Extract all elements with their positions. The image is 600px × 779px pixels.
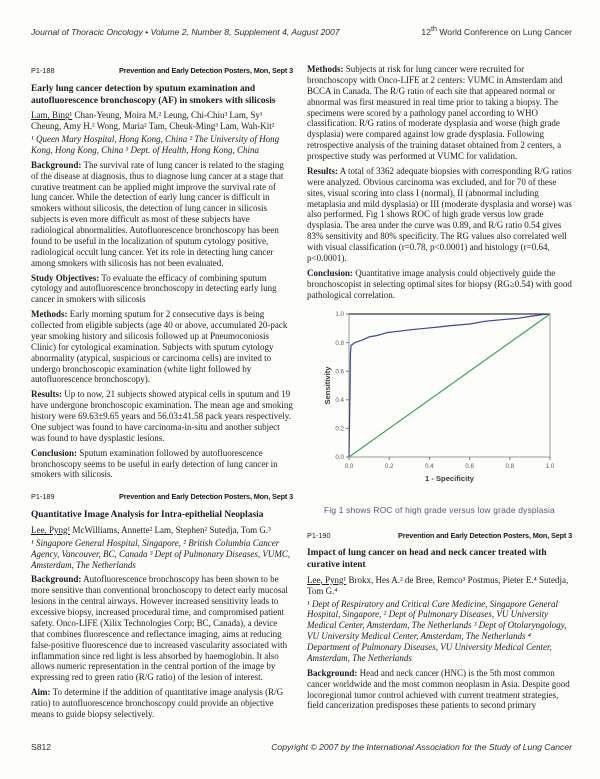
affiliations: ¹ Queen Mary Hospital, Hong Kong, China ² The University of Hong Kong, Hong Kong, China ³ Dept. of Health, Hong Kong, China bbox=[31, 134, 280, 155]
section-background: Background: Autofluorescence bronchoscopy has been shown to be more sensitive than conventional bronchoscopy to detect early mucosal lesions in the central airways. However increased sensitivity leads to excessive biopsy, increased procedural time, and compromised patient safety. Onco-LIFE (Xilix Technologies Corp; BC, Canada), a device that combines fluorescence and reflectance imaging, aims at reducing false-positive fluorescence due to increased vascularity associated with inflammation since red light is less absorbed by haemoglobin. It also allows numeric representation in the central portion of the image by expressing red to green ratio (R/G ratio) of the lesion of interest. bbox=[31, 574, 288, 683]
section-label: Background: bbox=[307, 667, 358, 678]
section-label: Background: bbox=[31, 159, 82, 170]
abstract-title: Impact of lung cancer on head and neck cancer treated with curative intent bbox=[307, 548, 547, 571]
roc-chart bbox=[321, 307, 559, 491]
svg-text:0.8: 0.8 bbox=[334, 340, 344, 348]
copyright-notice: Copyright © 2007 by the International Association for the Study of Lung Cancer bbox=[271, 742, 572, 752]
section-methods: Methods: Early morning sputum for 2 consecutive days is being collected from eligible subjects (age 40 or above, accumulated 20-pack year smoking history and silicosis followed up at Pneumoconiosis Clinic) for cytological examination. Subjects with sputum cytology abnormality (atypical, suspicious or carcinoma cells) are invited to undergo bronchoscopic examination (white light followed by autofluorescence bronchoscopy). bbox=[31, 309, 288, 385]
svg-text:0.2: 0.2 bbox=[384, 463, 394, 471]
journal-name: Journal of Thoracic Oncology bbox=[31, 26, 143, 37]
section-label: Conclusion: bbox=[307, 267, 354, 278]
section-label: Methods: bbox=[31, 309, 68, 320]
abstract-id: P1-188 bbox=[31, 66, 55, 75]
section-label: Results: bbox=[31, 389, 62, 400]
svg-text:1.0: 1.0 bbox=[334, 311, 344, 319]
svg-text:Sensitivity: Sensitivity bbox=[322, 366, 332, 405]
session-title: Prevention and Early Detection Posters, Mon, Sept 3 bbox=[397, 530, 572, 540]
session-title: Prevention and Early Detection Posters, Mon, Sept 3 bbox=[118, 492, 293, 502]
section-results: Results: A total of 3362 adequate biopsies with corresponding R/G ratios were analyzed. Obvious carcinoma was excluded, and for 70 of these sites, visual scoring into class I (normal), II (abnormal including metaplasia and mild dysplasia) or III (moderate dysplasia and worse) was also performed. Fig 1 shows ROC of high grade versus low grade dysplasia. The area under the curve was 0.89, and R/G ratio 0.54 gives 83% sensitivity and 80% specificity. The RG values also correlated well with visual classification (r=0.78, p<0.0001) and histology (r=0.64, p<0.0001). bbox=[307, 165, 572, 263]
section-label: Conclusion: bbox=[31, 447, 78, 458]
section-aim: Aim: To determine if the addition of quantitative image analysis (R/G ratio) to autofluorescence bronchoscopy could provide an objective means to guide biopsy selectively. bbox=[31, 687, 284, 719]
svg-text:0.6: 0.6 bbox=[464, 463, 474, 471]
svg-text:1.0: 1.0 bbox=[545, 463, 554, 471]
svg-text:0.0: 0.0 bbox=[334, 454, 344, 462]
author-list: Lee, Pyng¹ McWilliams, Annette² Lam, Stephen² Sutedja, Tom G.³ bbox=[31, 524, 271, 535]
section-conclusion: Conclusion: Quantitative image analysis could objectively guide the bronchoscopist in selecting optimal sites for biopsy (RG≥0.54) with good pathological correlation. bbox=[307, 267, 572, 300]
journal-volume-info: • Volume 2, Number 8, Supplement 4, August 2007 bbox=[142, 26, 340, 37]
svg-text:0.6: 0.6 bbox=[334, 368, 344, 376]
page-number: S812 bbox=[31, 742, 52, 752]
abstract-id: P1-189 bbox=[31, 492, 55, 502]
running-header bbox=[31, 25, 572, 37]
abstract-id: P1-190 bbox=[307, 530, 331, 540]
conference-title: 12th World Conference on Lung Cancer bbox=[421, 25, 572, 37]
svg-text:0.2: 0.2 bbox=[334, 425, 344, 433]
section-label: Study Objectives: bbox=[31, 272, 100, 283]
affiliations: ¹ Singapore General Hospital, Singapore, ² British Columbia Cancer Agency, Vancouver, BC, Canada ³ Dept of Pulmonary Diseases, VUMC, Amsterdam, The Netherlands bbox=[31, 537, 291, 570]
section-conclusion: Conclusion: Sputum examination followed by autofluorescence bronchoscopy seems to be useful in early detection of lung cancer in smokers with silicosis. bbox=[31, 447, 278, 480]
presenting-author: Lam, Bing¹ bbox=[31, 110, 73, 121]
section-methods: Methods: Subjects at risk for lung cancer were recruited for bronchoscopy with Onco-LIFE at 2 centers: VUMC in Amsterdam and BCCA in Canada. The R/G ratio of each site that appeared normal or abnormal was first measured in real time prior to taking a biopsy. The specimens were scored by a pathology panel according to WHO classification. R/G ratios of moderate dysplasia and worse (high grade dysplasia) were compared against low grade dysplasia. Following retrospective analysis of the training dataset obtained from 2 centers, a prospective study was performed at VUMC for validation. bbox=[307, 64, 563, 161]
abstract-title: Early lung cancer detection by sputum examination and autofluorescence bronchoscopy (AF) in smokers with silicosis bbox=[31, 83, 276, 106]
abstract-title: Quantitative Image Analysis for Intra-epithelial Neoplasia bbox=[31, 510, 264, 521]
section-results: Results: Up to now, 21 subjects showed atypical cells in sputum and 19 have undergone bronchoscopic examination. The mean age and smoking history were 69.63±9.65 years and 56.03±41.58 pack years respectively. One subject was found to have carcinoma-in-situ and another subject was found to have dysplastic lesions. bbox=[31, 389, 293, 443]
svg-text:0.0: 0.0 bbox=[344, 463, 353, 471]
svg-text:0.8: 0.8 bbox=[504, 463, 514, 471]
running-footer bbox=[31, 742, 572, 752]
affiliations: ¹ Dept of Respiratory and Critical Care Medicine, Singapore General Hospital, Singapore, ² Dept of Pulmonary Diseases, VU University Medical Center, Amsterdam, The Netherlands ³ Dept of Otolaryngology, VU University Medical Center, Amsterdam, The Netherlands ⁴ Department of Pulmonary Diseases, VU University Medical Center, Amsterdam, The Netherlands bbox=[307, 598, 567, 663]
section-label: Aim: bbox=[31, 687, 51, 698]
figure-1 bbox=[307, 307, 572, 515]
svg-text:1 - Specificity: 1 - Specificity bbox=[424, 474, 474, 484]
svg-text:0.4: 0.4 bbox=[424, 463, 434, 471]
abstract-header-p1-188 bbox=[31, 67, 293, 76]
abstract-header-p1-189 bbox=[31, 493, 293, 502]
section-label: Results: bbox=[307, 165, 338, 176]
presenting-author: Lee, Pyng¹ bbox=[307, 574, 347, 585]
svg-text:0.4: 0.4 bbox=[334, 397, 344, 405]
left-column bbox=[31, 64, 293, 724]
session-title: Prevention and Early Detection Posters, Mon, Sept 3 bbox=[118, 66, 293, 75]
author-list: Lee, Pyng¹ Brokx, Hes A.² de Bree, Remco³ Postmus, Pieter E.⁴ Sutedja, Tom G.⁴ bbox=[307, 574, 569, 596]
section-label: Methods: bbox=[307, 64, 344, 74]
presenting-author: Lee, Pyng¹ bbox=[31, 524, 71, 535]
right-column bbox=[307, 64, 572, 715]
figure-caption: Fig 1 shows ROC of high grade versus low grade dysplasia bbox=[324, 505, 555, 516]
section-background: Background: Head and neck cancer (HNC) is the 5th most common cancer worldwide and the most common neoplasm in Asia. Despite good locoregional tumor control achieved with current treatment strategies, field cancerization predisposes these patients to second primary bbox=[307, 667, 570, 711]
author-list: Lam, Bing¹ Chan-Yeung, Moira M.² Leung, Chi-Chiu³ Lam, Sy¹ Cheung, Amy H.² Wong, Maria² Tam, Cheuk-Ming³ Lam, Wah-Kit² bbox=[31, 110, 275, 132]
section-study-objectives: Study Objectives: To evaluate the efficacy of combining sputum cytology and autofluorescence bronchoscopy in detecting early lung cancer in smokers with silicosis bbox=[31, 272, 277, 305]
section-label: Background: bbox=[31, 574, 82, 585]
journal-citation bbox=[31, 27, 340, 37]
section-background: Background: The survival rate of lung cancer is related to the staging of the disease at diagnosis, thus to diagnose lung cancer at a stage that curative treatment can be applied might improve the survival rate of lung cancer. While the detection of early lung cancer is difficult in smokers without silicosis, the detection of lung cancer in silicosis subjects is even more difficult as most of these subjects have radiological abnormalities. Autofluorescence bronchoscopy has been found to be useful in the localization of sputum cytology positive, radiological occult lung cancer. Yet its role in detecting lung cancer among smokers with silicosis has not been evaluated. bbox=[31, 159, 284, 268]
abstract-header-p1-190 bbox=[307, 532, 572, 541]
